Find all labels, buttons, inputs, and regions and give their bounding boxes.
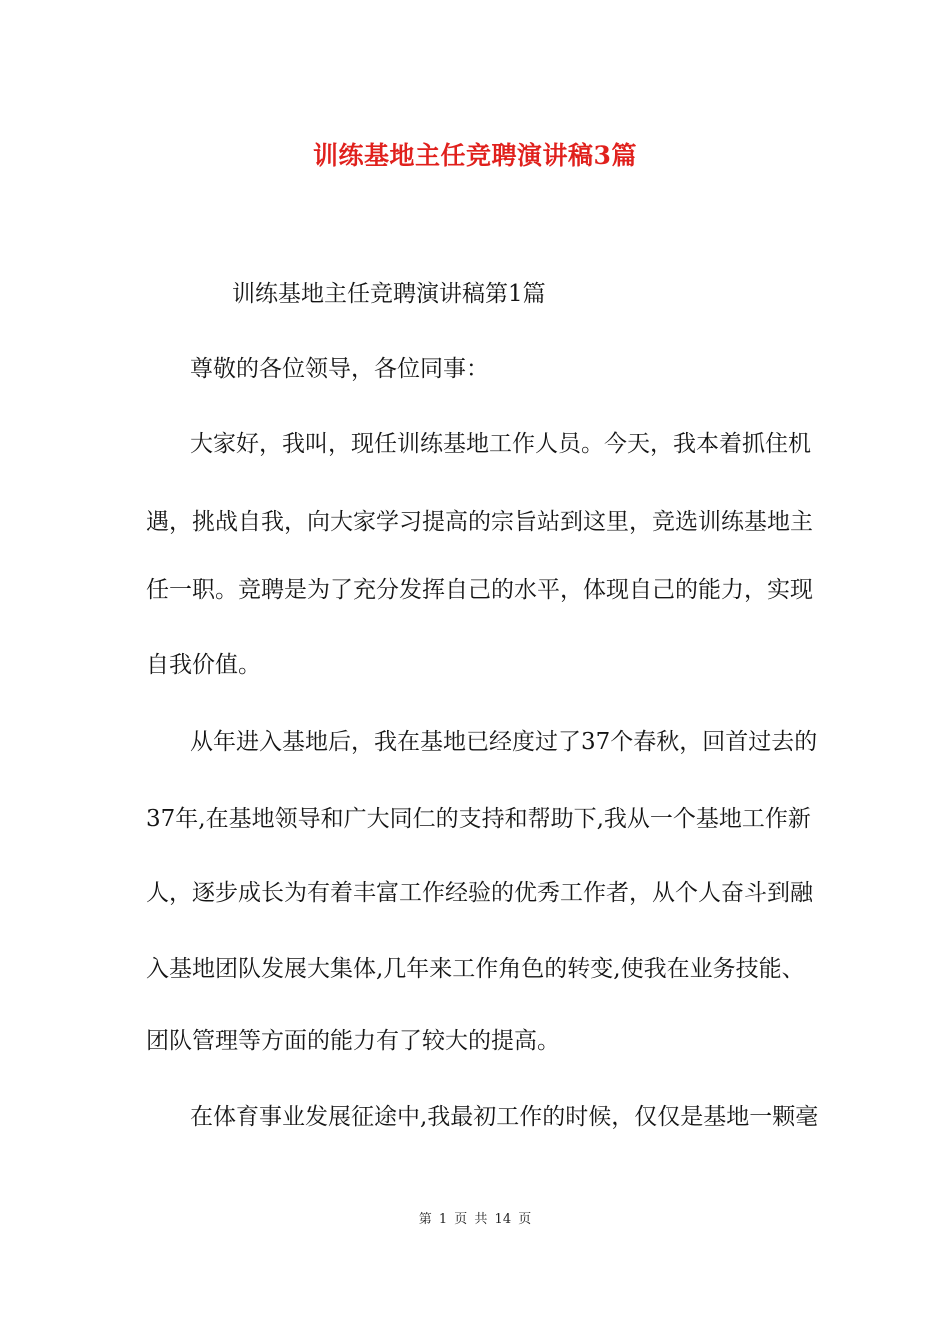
paragraph-line: 在体育事业发展征途中,我最初工作的时候，仅仅是基地一颗毫	[190, 1104, 819, 1130]
paragraph-line: 大家好，我叫，现任训练基地工作人员。今天，我本着抓住机	[190, 431, 811, 457]
paragraph-line: 人，逐步成长为有着丰富工作经验的优秀工作者，从个人奋斗到融	[146, 880, 813, 906]
paragraph-line: 37年,在基地领导和广大同仁的支持和帮助下,我从一个基地工作新	[146, 806, 811, 832]
paragraph-line: 从年进入基地后，我在基地已经度过了37个春秋，回首过去的	[190, 729, 818, 755]
page-number-footer: 第 1 页 共 14 页	[418, 1212, 532, 1227]
paragraph-line: 遇，挑战自我，向大家学习提高的宗旨站到这里，竞选训练基地主	[146, 509, 813, 535]
paragraph-line: 团队管理等方面的能力有了较大的提高。	[146, 1028, 560, 1054]
document-title: 训练基地主任竞聘演讲稿3篇	[313, 141, 637, 170]
section-heading: 训练基地主任竞聘演讲稿第1篇	[232, 281, 546, 307]
paragraph-line: 自我价值。	[146, 652, 261, 678]
paragraph-line: 任一职。竞聘是为了充分发挥自己的水平，体现自己的能力，实现	[146, 577, 813, 603]
paragraph-line: 入基地团队发展大集体,几年来工作角色的转变,使我在业务技能、	[146, 956, 805, 982]
salutation-line: 尊敬的各位领导，各位同事：	[190, 356, 489, 382]
